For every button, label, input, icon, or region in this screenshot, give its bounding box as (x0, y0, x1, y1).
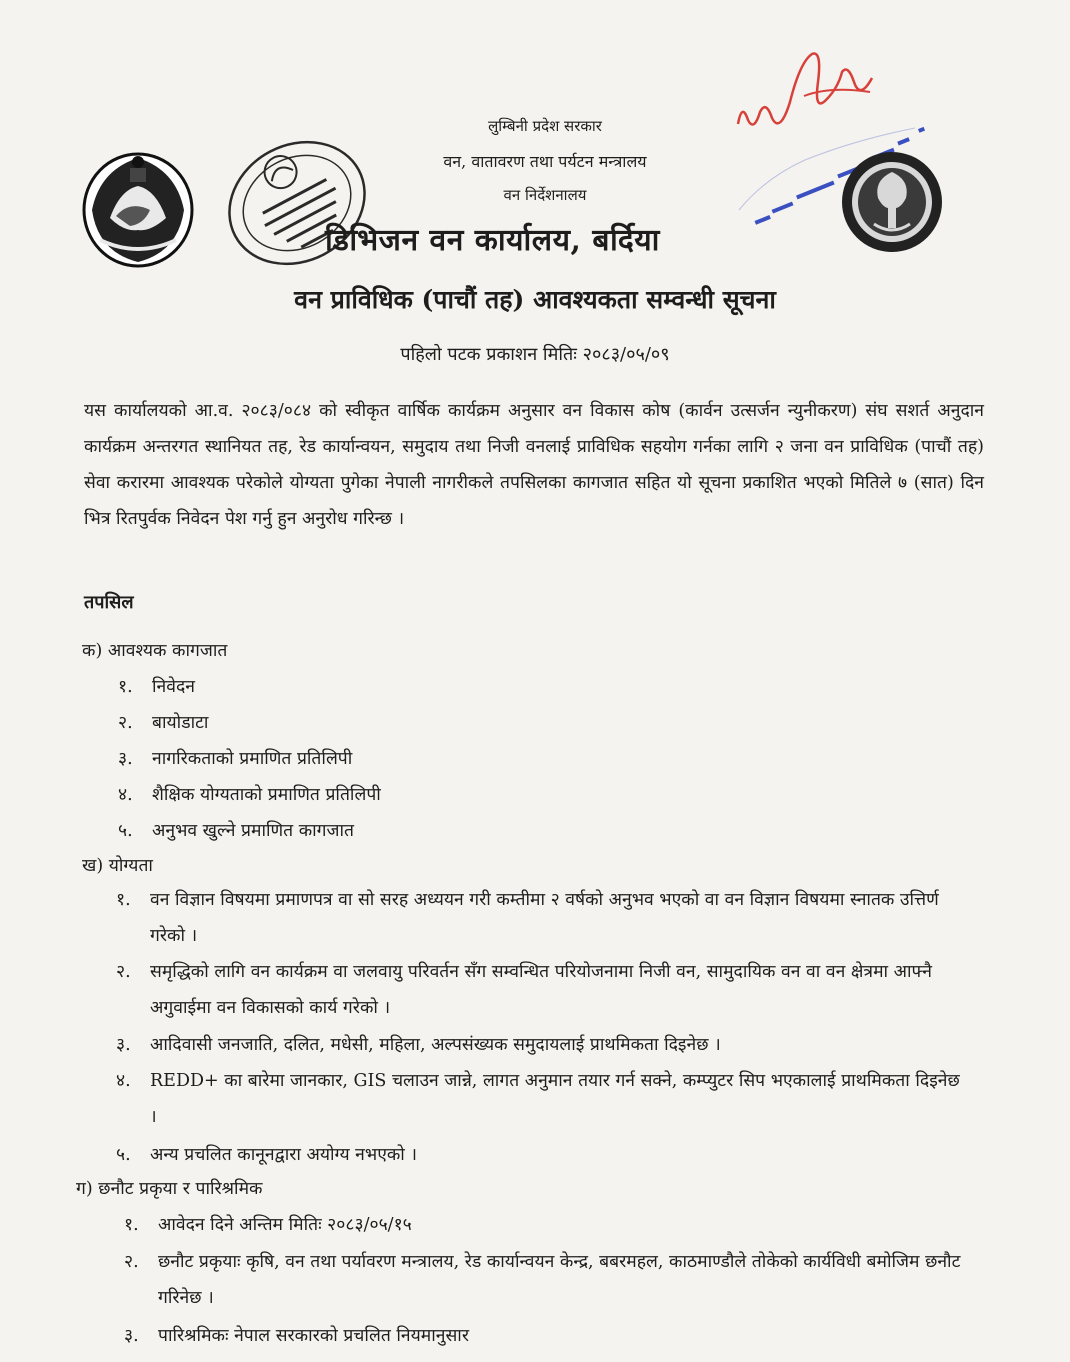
item-number: ४. (116, 1071, 131, 1091)
item-text: अन्य प्रचलित कानूनद्वारा अयोग्य नभएको । (150, 1145, 418, 1165)
item-number: १. (124, 1215, 139, 1235)
header-directorate: वन निर्देशनालय (503, 186, 587, 204)
list-item (118, 746, 352, 770)
item-number: २. (116, 962, 131, 982)
section-c-heading: ग) छनौट प्रकृया र पारिश्रमिक (76, 1179, 263, 1199)
notice-paragraph: यस कार्यालयको आ.व. २०८३/०८४ को स्वीकृत वार्षिक कार्यक्रम अनुसार वन विकास कोष (कार्वन उत्सर्जन न्युनीकरण) संघ सशर्त अनुदान कार्यक्रम अन्तरगत स्थानियत तह, रेड कार्यान्वयन, समुदाय तथा निजी वनलाई प्राविधिक सहयोग गर्नका लागि २ जना वन प्राविधिक (पाचौं तह) सेवा करारमा आवश्यक परेकोले योग्यता पुगेका नेपाली नागरीकले तपसिलका कागजात सहित यो सूचना प्रकाशित भएको मितिले ७ (सात) दिन भित्र रितपुर्वक निवेदन पेश गर्नु हुन अनुरोध गरिन्छ । (84, 401, 984, 529)
publication-date: पहिलो पटक प्रकाशन मितिः २०८३/०५/०९ (400, 344, 670, 365)
list-item (116, 882, 960, 954)
item-text: बायोडाटा (152, 713, 209, 733)
item-number: २. (124, 1252, 139, 1272)
list-item (116, 954, 960, 1026)
list-item (124, 1207, 978, 1243)
details-heading: तपसिल (84, 592, 134, 613)
section-b-heading: ख) योग्यता (82, 856, 153, 876)
item-number: १. (118, 677, 133, 697)
item-number: ३. (116, 1035, 131, 1055)
item-number: ५. (118, 821, 133, 841)
list-item (118, 710, 208, 734)
item-text: शैक्षिक योग्यताको प्रमाणित प्रतिलिपी (152, 785, 381, 805)
notice-title: वन प्राविधिक (पाचौं तह) आवश्यकता सम्वन्धी सूचना (294, 285, 776, 314)
item-text: आवेदन दिने अन्तिम मितिः २०८३/०५/१५ (158, 1215, 412, 1235)
list-item (118, 782, 381, 806)
section-a-heading: क) आवश्यक कागजात (82, 641, 228, 661)
item-text: अनुभव खुल्ने प्रमाणित कागजात (152, 821, 355, 841)
header-ministry: वन, वातावरण तथा पर्यटन मन्त्रालय (443, 152, 647, 171)
list-item (124, 1318, 978, 1354)
list-item (118, 818, 354, 842)
item-text: वन विज्ञान विषयमा प्रमाणपत्र वा सो सरह अध्ययन गरी कम्तीमा २ वर्षको अनुभव भएको वा वन विज्ञान विषयमा स्नातक उत्तिर्ण गरेको । (150, 890, 939, 946)
item-number: ३. (118, 749, 133, 769)
list-item (116, 1027, 960, 1063)
item-number: ४. (118, 785, 133, 805)
list-item (124, 1244, 978, 1316)
item-text: पारिश्रमिकः नेपाल सरकारको प्रचलित नियमानुसार (158, 1326, 469, 1346)
office-name: डिभिजन वन कार्यालय, बर्दिया (325, 223, 660, 258)
item-text: नागरिकताको प्रमाणित प्रतिलिपी (152, 749, 353, 769)
item-number: २. (118, 713, 133, 733)
item-text: REDD+ का बारेमा जानकार, GIS चलाउन जान्ने, लागत अनुमान तयार गर्न सक्ने, कम्प्युटर सिप भएकालाई प्राथमिकता दिइनेछ । (150, 1071, 960, 1127)
item-text: आदिवासी जनजाति, दलित, मधेसी, महिला, अल्पसंख्यक समुदायलाई प्राथमिकता दिइनेछ । (150, 1035, 721, 1055)
item-text: समृद्धिको लागि वन कार्यक्रम वा जलवायु परिवर्तन सँग सम्वन्धित परियोजनामा निजी वन, सामुदायिक वन वा वन क्षेत्रमा आफ्नै अगुवाईमा वन विकासको कार्य गरेको । (150, 962, 932, 1018)
list-item (116, 1063, 970, 1135)
item-number: १. (116, 890, 131, 910)
item-text: छनौट प्रकृयाः कृषि, वन तथा पर्यावरण मन्त्रालय, रेड कार्यान्वयन केन्द्र, बबरमहल, काठमाण्डौले तोकेको कार्यविधी बमोजिम छनौट गरिनेछ । (158, 1252, 961, 1308)
list-item (116, 1137, 960, 1173)
item-text: निवेदन (152, 677, 195, 697)
header-province: लुम्बिनी प्रदेश सरकार (488, 117, 602, 135)
item-number: ३. (124, 1326, 139, 1346)
list-item (118, 674, 195, 698)
item-number: ५. (116, 1145, 131, 1165)
